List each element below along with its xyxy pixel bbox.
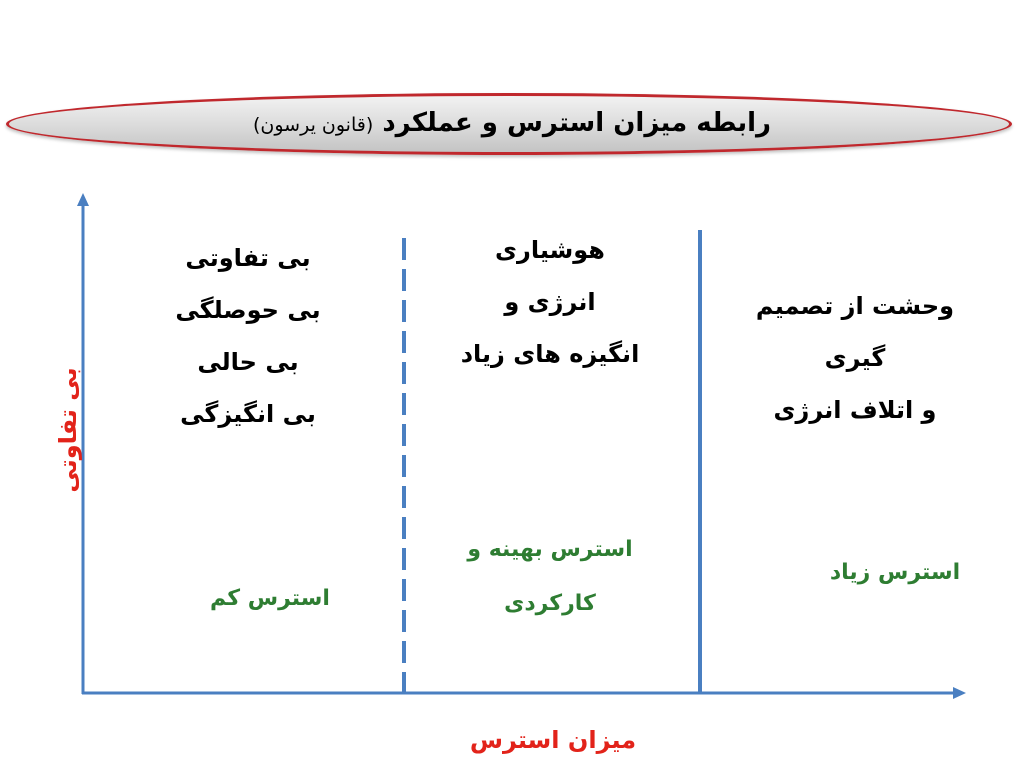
description-line: گیری bbox=[824, 344, 886, 372]
high-stress-label bbox=[805, 546, 985, 600]
description-line: انگیزه های زیاد bbox=[460, 340, 640, 368]
description-line: بی حالی bbox=[197, 348, 299, 376]
description-line: وحشت از تصمیم bbox=[755, 292, 955, 320]
description-line: هوشیاری bbox=[495, 236, 605, 264]
y-axis-label: بی تفاوتی bbox=[54, 367, 82, 493]
description-line: بی انگیزگی bbox=[180, 400, 316, 428]
x-axis-arrowhead bbox=[953, 687, 966, 699]
description-line: و اتلاف انرژی bbox=[773, 396, 937, 424]
stress-label-line: استرس زیاد bbox=[829, 560, 961, 585]
stress-label-line: استرس کم bbox=[210, 586, 330, 611]
description-line: بی تفاوتی bbox=[185, 244, 311, 272]
stress-label-line: استرس بهینه و bbox=[467, 537, 633, 562]
x-axis-label: میزان استرس bbox=[469, 726, 637, 754]
y-axis-arrowhead bbox=[77, 193, 89, 206]
title-main: رابطه میزان استرس و عملکرد bbox=[382, 108, 771, 138]
low-stress-description bbox=[148, 232, 348, 440]
optimal-stress-label bbox=[450, 523, 650, 631]
title-sub: (قانون یرسون) bbox=[252, 114, 374, 136]
high-stress-description bbox=[735, 280, 975, 436]
stress-label-line: کارکردی bbox=[504, 591, 596, 616]
low-stress-label bbox=[170, 572, 370, 626]
description-line: بی حوصلگی bbox=[175, 296, 321, 324]
optimal-stress-description bbox=[430, 224, 670, 380]
description-line: انرژی و bbox=[504, 288, 596, 316]
